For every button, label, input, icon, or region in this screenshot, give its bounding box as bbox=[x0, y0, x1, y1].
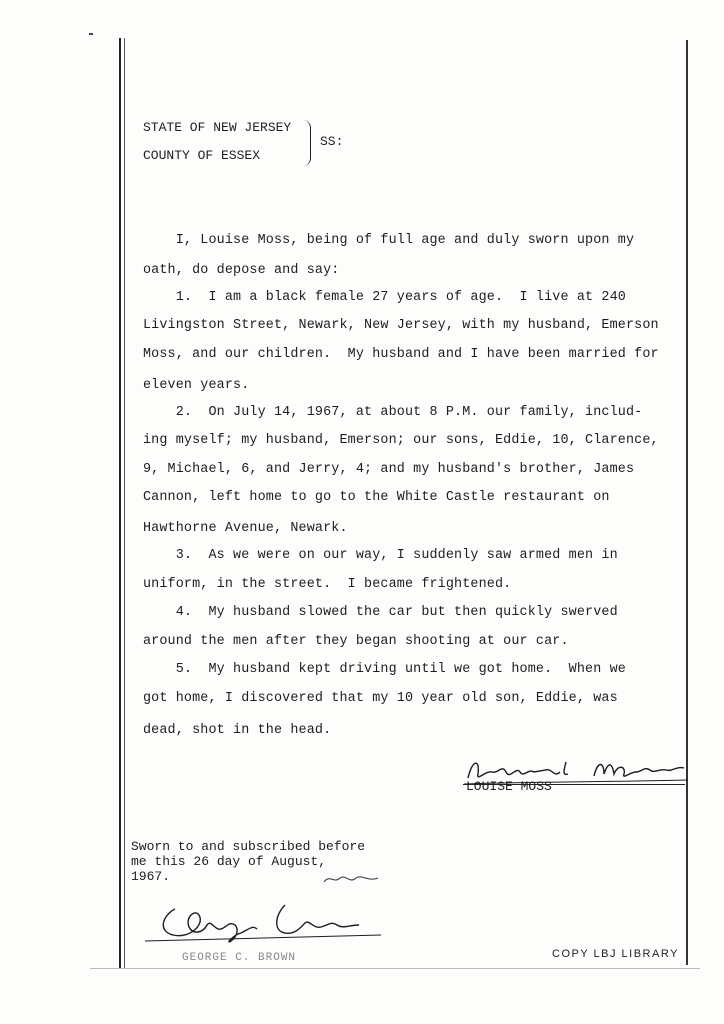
jurat-line3: 1967. bbox=[131, 869, 171, 884]
caption-county: COUNTY OF ESSEX bbox=[143, 148, 261, 163]
body-line: 1. I am a black female 27 years of age. I live at 240 bbox=[143, 290, 626, 305]
body-line: I, Louise Moss, being of full age and duly sworn upon my bbox=[143, 233, 635, 248]
body-line: Hawthorne Avenue, Newark. bbox=[143, 521, 348, 536]
body-line: 9, Michael, 6, and Jerry, 4; and my husband's brother, James bbox=[143, 462, 635, 477]
notary-signature bbox=[145, 895, 385, 955]
affiant-name: LOUISE MOSS bbox=[466, 779, 552, 794]
caption-state: STATE OF NEW JERSEY bbox=[143, 120, 292, 135]
jurat-line2: me this 26 day of August, bbox=[131, 854, 327, 869]
library-stamp: COPY LBJ LIBRARY bbox=[552, 948, 679, 960]
body-line: eleven years. bbox=[143, 378, 250, 393]
caption-bracket bbox=[300, 120, 311, 166]
body-line: got home, I discovered that my 10 year old son, Eddie, was bbox=[143, 691, 618, 706]
caption-ss: SS: bbox=[320, 134, 344, 149]
body-line: 5. My husband kept driving until we got home. When we bbox=[143, 662, 626, 677]
body-line: oath, do depose and say: bbox=[143, 263, 340, 278]
body-line: 2. On July 14, 1967, at about 8 P.M. our family, includ- bbox=[143, 405, 643, 420]
body-line: Moss, and our children. My husband and I have been married for bbox=[143, 347, 659, 362]
body-line: dead, shot in the head. bbox=[143, 723, 332, 738]
body-line: ing myself; my husband, Emerson; our sons, Eddie, 10, Clarence, bbox=[143, 433, 659, 448]
body-line: 3. As we were on our way, I suddenly saw armed men in bbox=[143, 548, 618, 563]
stray-mark bbox=[89, 33, 93, 35]
notary-initials bbox=[322, 872, 382, 886]
notary-name: GEORGE C. BROWN bbox=[182, 952, 297, 964]
body-line: around the men after they began shooting at our car. bbox=[143, 634, 569, 649]
jurat-line1: Sworn to and subscribed before bbox=[131, 839, 366, 854]
body-line: uniform, in the street. I became frightened. bbox=[143, 577, 512, 592]
body-line: 4. My husband slowed the car but then quickly swerved bbox=[143, 605, 618, 620]
bottom-edge-rule bbox=[90, 968, 700, 969]
right-margin-rule bbox=[686, 40, 688, 965]
body-line: Livingston Street, Newark, New Jersey, with my husband, Emerson bbox=[143, 318, 659, 333]
left-margin-rule bbox=[119, 38, 121, 968]
left-margin-rule-inner bbox=[124, 38, 125, 968]
body-line: Cannon, left home to go to the White Castle restaurant on bbox=[143, 490, 610, 505]
